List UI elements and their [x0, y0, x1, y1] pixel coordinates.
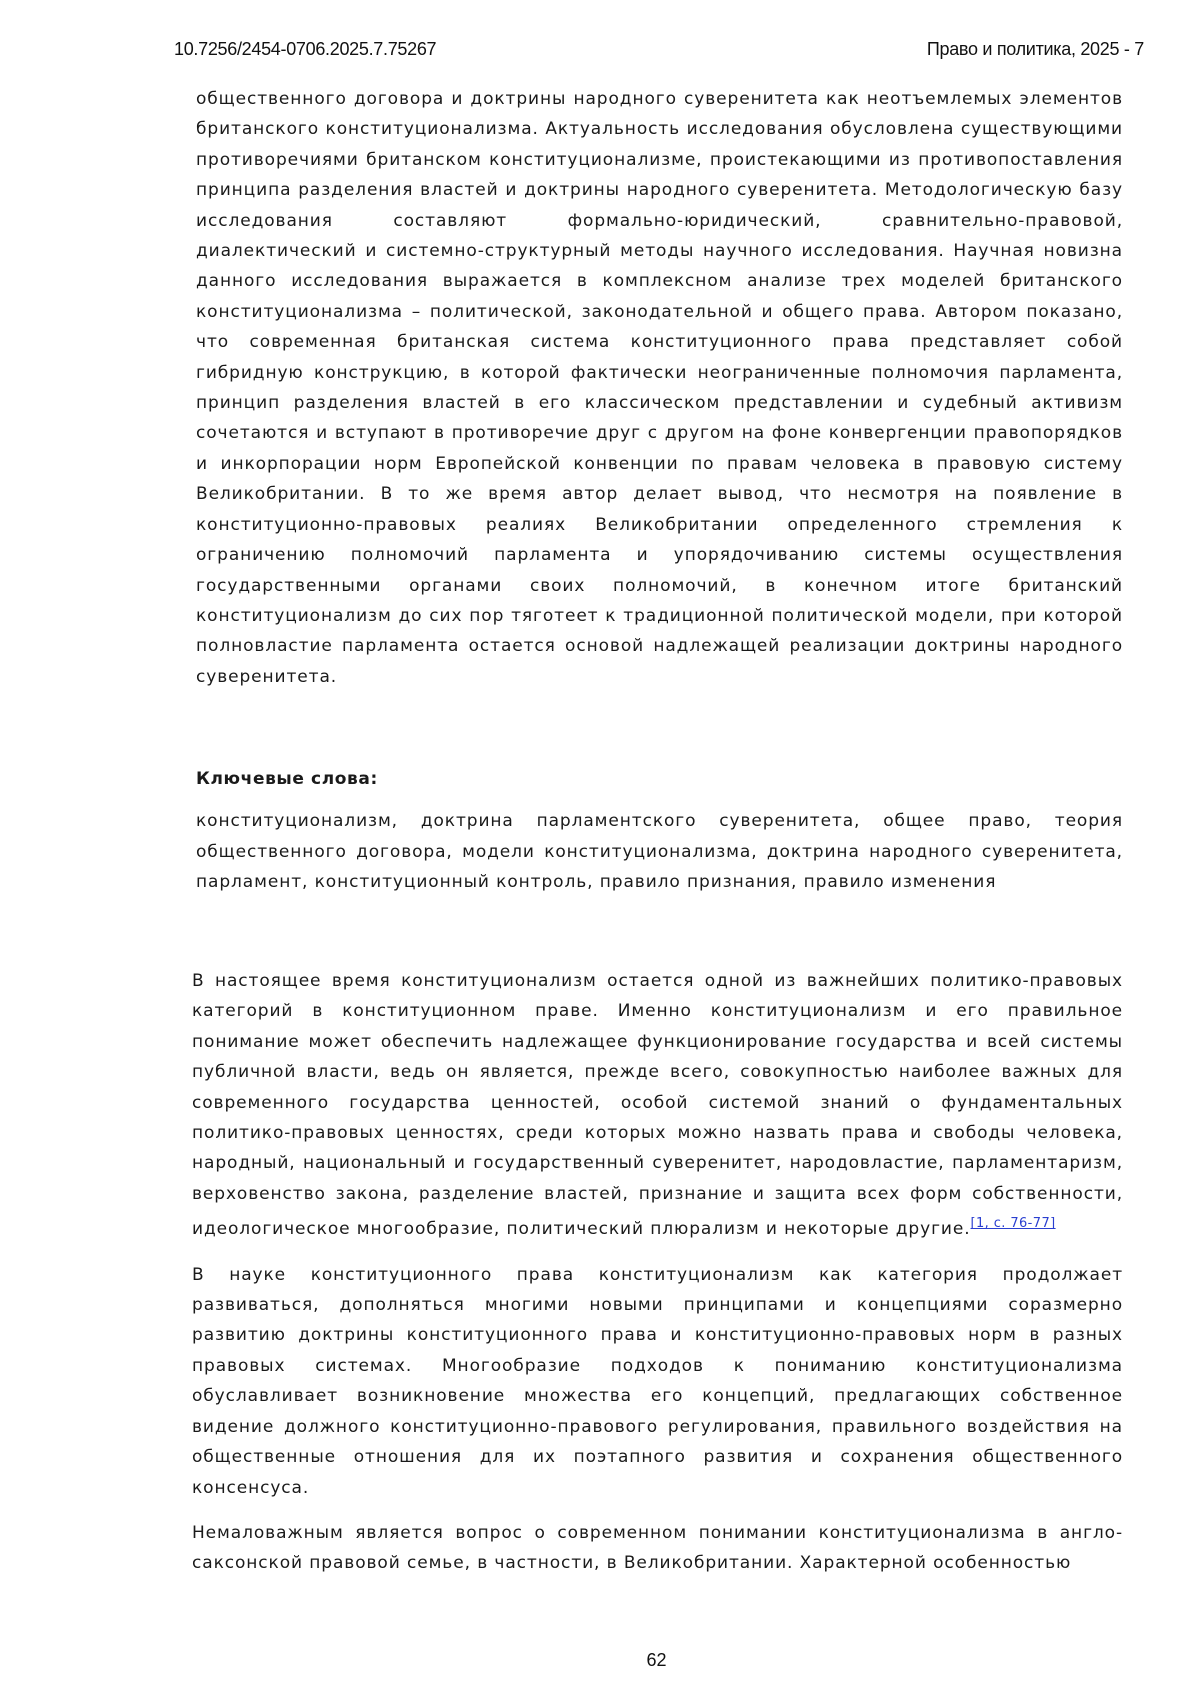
body-paragraph-1 [192, 966, 1123, 1245]
abstract-text: общественного договора и доктрины народного суверенитета как неотъемлемых элементов британского конституционализма. Актуальность исследования обусловлена существующими противоречиями британском конституционализме, проистекающими из противопоставления принципа разделения властей и доктрины народного суверенитета. Методологическую базу исследования составляют формально-юридический, сравнительно-правовой, диалектический и системно-структурный методы научного исследования. Научная новизна данного исследования выражается в комплексном анализе трех моделей британского конституционализма – политической, законодательной и общего права. Автором показано, что современная британская система конституционного права представляет собой гибридную конструкцию, в которой фактически неограниченные полномочия парламента, принцип разделения властей в его классическом представлении и судебный активизм сочетаются и вступают в противоречие друг с другом на фоне конвергенции правопорядков и инкорпорации норм Европейской конвенции по правам человека в правовую систему Великобритании. В то же время автор делает вывод, что несмотря на появление в конституционно-правовых реалиях Великобритании определенного стремления к ограничению полномочий парламента и упорядочиванию системы осуществления государственными органами своих полномочий, в конечном итоге британский конституционализм до сих пор тяготеет к традиционной политической модели, при которой полновластие парламента остается основой надлежащей реализации доктрины народного суверенитета. [196, 84, 1123, 692]
body-paragraph-3: Немаловажным является вопрос о современном понимании конституционализма в англо-саксонской правовой семье, в частности, в Великобритании. Характерной особенностью [192, 1518, 1123, 1579]
body-paragraph-2: В науке конституционного права конституционализм как категория продолжает развиваться, дополняться многими новыми принципами и концепциями соразмерно развитию доктрины конституционного права и конституционно-правовых норм в разных правовых системах. Многообразие подходов к пониманию конституционализма обуславливает возникновение множества его концепций, предлагающих собственное видение должного конституционно-правового регулирования, правильного воздействия на общественные отношения для их поэтапного развития и сохранения общественного консенсуса. [192, 1260, 1123, 1503]
abstract-section [196, 84, 1123, 897]
keywords-heading: Ключевые слова: [196, 764, 1123, 794]
running-head [174, 36, 1144, 62]
body-paragraph-1-text: В настоящее время конституционализм остается одной из важнейших политико-правовых категорий в конституционном праве. Именно конституционализм и его правильное понимание может обеспечить надлежащее функционирование государства и всей системы публичной власти, ведь он является, прежде всего, совокупностью наиболее важных для современного государства ценностей, особой системой знаний о фундаментальных политико-правовых ценностях, среди которых можно назвать права и свободы человека, народный, национальный и государственный суверенитет, народовластие, парламентаризм, верховенство закона, разделение властей, признание и защита всех форм собственности, идеологическое многообразие, политический плюрализм и некоторые другие. [192, 971, 1123, 1239]
article-body [192, 966, 1123, 1594]
journal-issue-label: Право и политика, 2025 - 7 [927, 39, 1144, 60]
doi-label: 10.7256/2454-0706.2025.7.75267 [174, 39, 436, 60]
citation-link[interactable]: [1, с. 76-77] [971, 1216, 1056, 1231]
keywords-list: конституционализм, доктрина парламентского суверенитета, общее право, теория общественного договора, модели конституционализма, доктрина народного суверенитета, парламент, конституционный контроль, правило признания, правило изменения [196, 806, 1123, 897]
page-number: 62 [0, 1650, 1200, 1671]
